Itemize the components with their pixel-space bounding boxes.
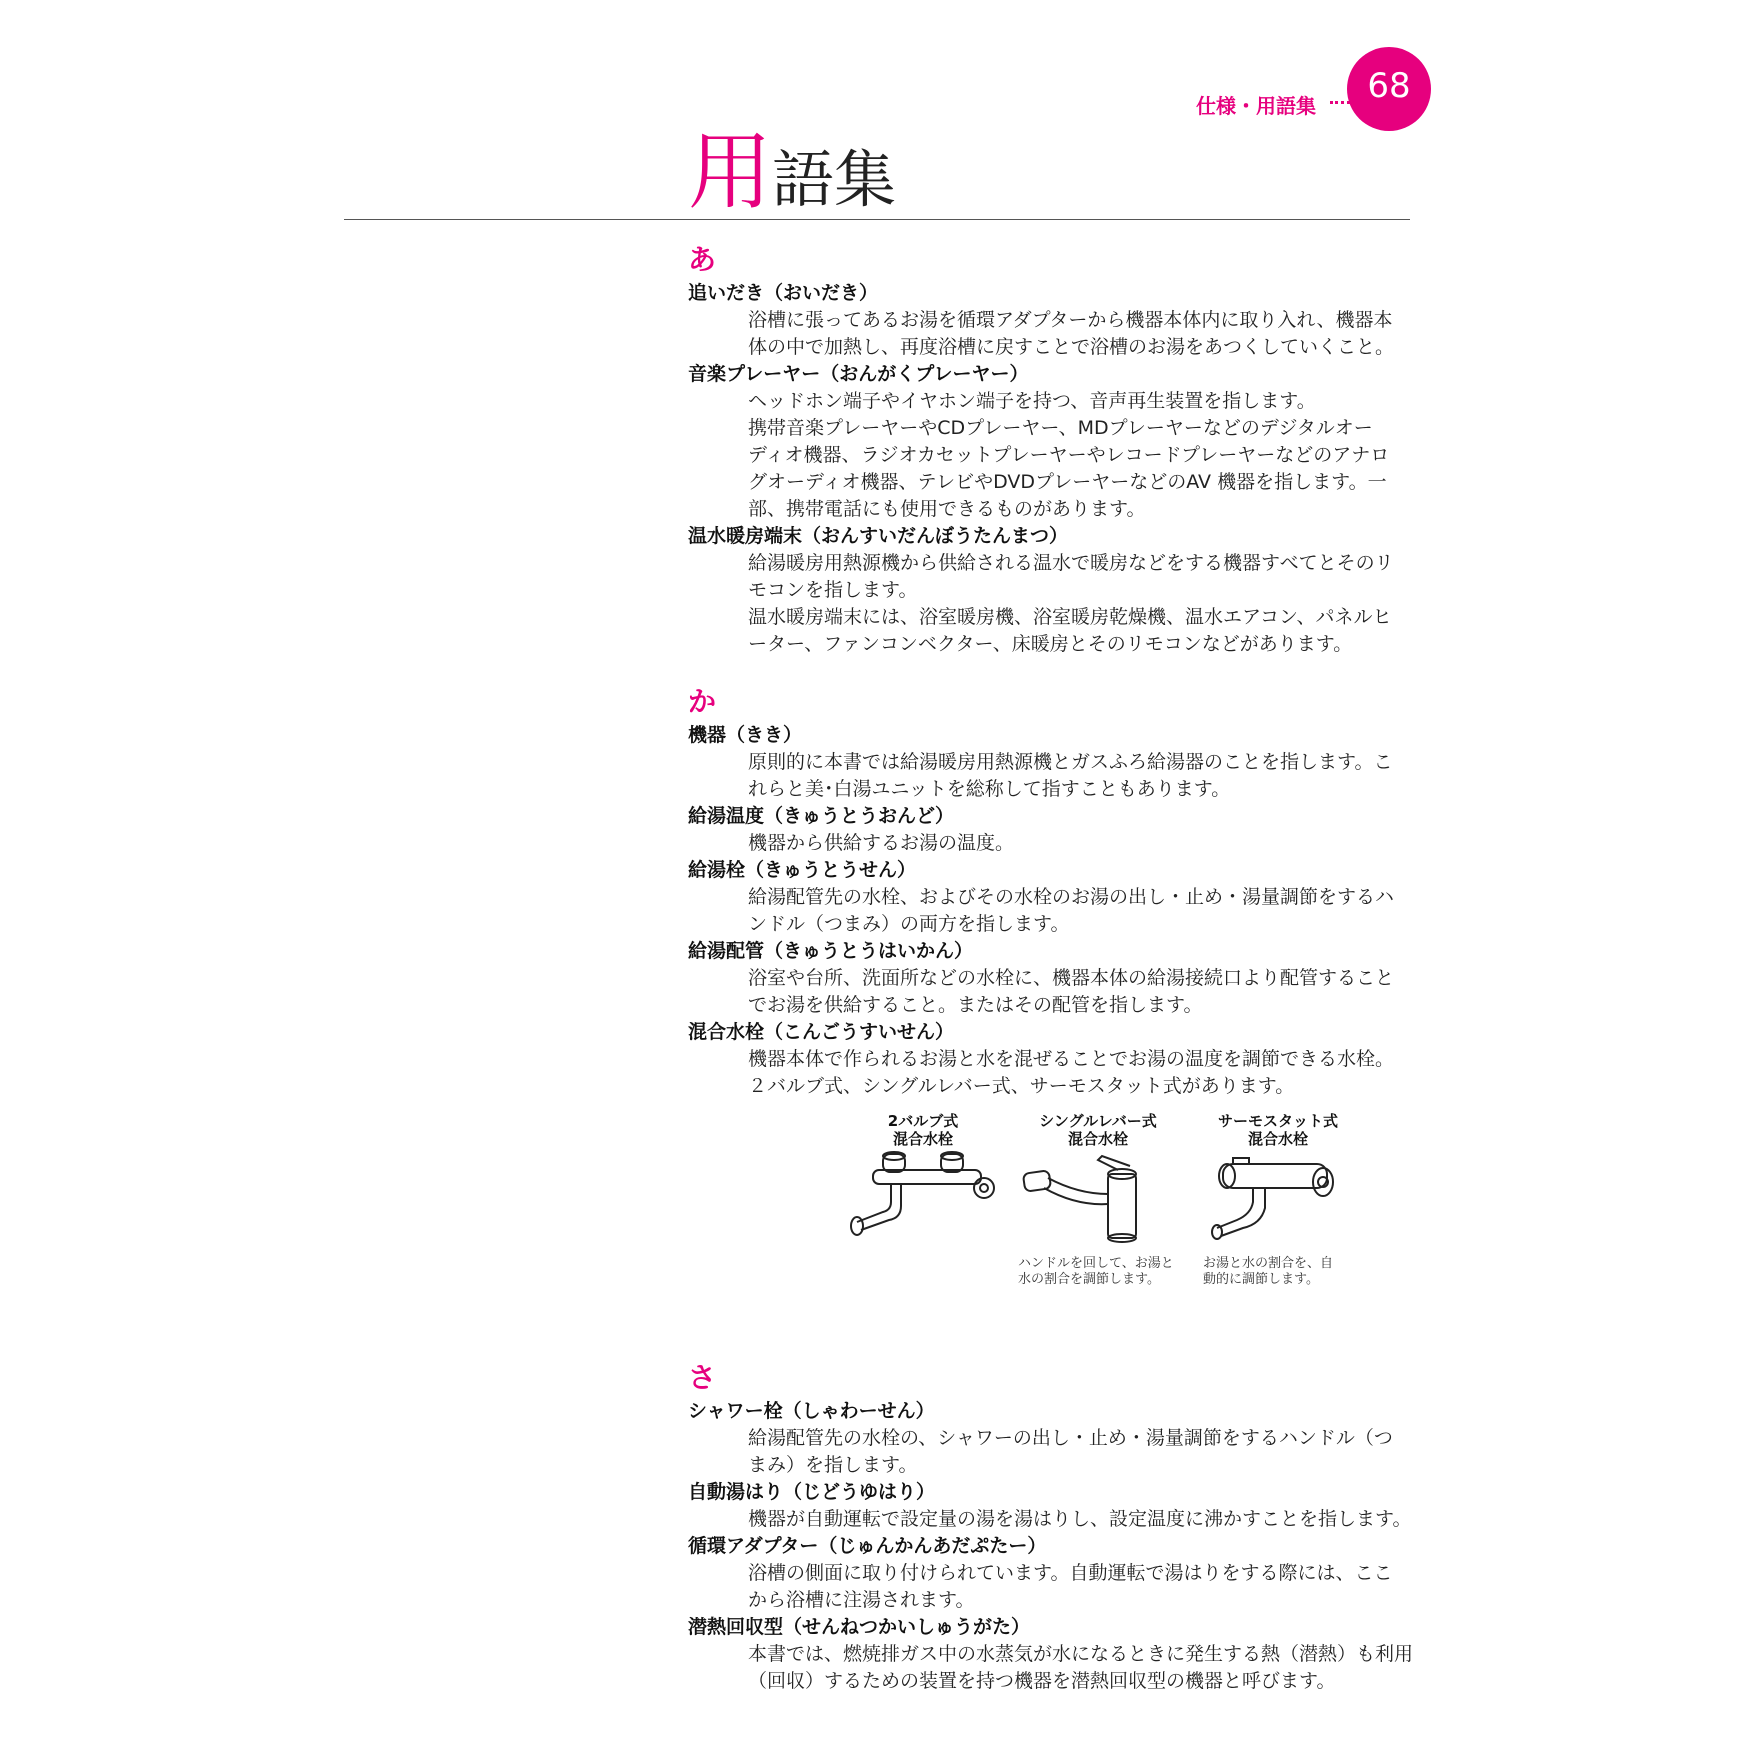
faucet-note <box>1018 1256 1198 1288</box>
desc-line: でお湯を供給すること。またはその配管を指します。 <box>748 994 1203 1016</box>
term-onsui-danbou-tanmatsu: 温水暖房端末（おんすいだんぼうたんまつ） <box>688 525 1069 547</box>
kana-heading-a: あ <box>688 243 717 276</box>
section-gap <box>688 658 1416 682</box>
faucet-note <box>1203 1256 1383 1288</box>
desc-line: 携帯音楽プレーヤーやCDプレーヤー、MDプレーヤーなどのデジタルオー <box>748 417 1373 439</box>
single-lever-faucet-icon <box>1018 1148 1158 1248</box>
note-line: お湯と水の割合を、自 <box>1203 1256 1334 1271</box>
faucet-thermostat <box>1203 1112 1353 1287</box>
term-kyuto-haikan: 給湯配管（きゅうとうはいかん） <box>688 940 974 962</box>
desc-line: ヘッドホン端子やイヤホン端子を持つ、音声再生装置を指します。 <box>748 390 1316 412</box>
faucet-label: 混合水栓 <box>1067 1130 1128 1148</box>
desc-line: 体の中で加熱し、再度浴槽に戻すことで浴槽のお湯をあつくしていくこと。 <box>748 336 1395 358</box>
desc-line: （回収）するための装置を持つ機器を潜熱回収型の機器と呼びます。 <box>748 1670 1336 1692</box>
desc-line: 部、携帯電話にも使用できるものがあります。 <box>748 498 1146 520</box>
term-sennetsu-kaishu: 潜熱回収型（せんねつかいしゅうがた） <box>688 1616 1031 1638</box>
desc-line: ２バルブ式、シングルレバー式、サーモスタット式があります。 <box>748 1075 1295 1097</box>
faucet-label: 混合水栓 <box>892 1130 953 1148</box>
term-junkan-adapter: 循環アダプター（じゅんかんあだぷたー） <box>688 1535 1047 1557</box>
term-kyuto-sen: 給湯栓（きゅうとうせん） <box>688 859 917 881</box>
term-kyuto-ondo: 給湯温度（きゅうとうおんど） <box>688 805 955 827</box>
desc-line: 機器から供給するお湯の温度。 <box>748 832 1015 854</box>
faucet-single-lever <box>1018 1112 1178 1287</box>
faucet-label: 混合水栓 <box>1247 1130 1308 1148</box>
desc-line: れらと美･白湯ユニットを総称して指すこともあります。 <box>748 778 1231 800</box>
section-header: 仕様・用語集 <box>1196 94 1316 118</box>
title-rule <box>344 219 1410 220</box>
desc-line: 機器が自動運転で設定量の湯を湯はりし、設定温度に沸かすことを指します。 <box>748 1508 1412 1530</box>
desc-line: から浴槽に注湯されます。 <box>748 1589 975 1611</box>
desc-line: 浴槽の側面に取り付けられています。自動運転で湯はりをする際には、ここ <box>748 1562 1393 1584</box>
page-title-rest: 語集 <box>772 143 897 216</box>
desc-line: ーター、ファンコンベクター、床暖房とそのリモコンなどがあります。 <box>748 633 1353 655</box>
desc-line: ンドル（つまみ）の両方を指します。 <box>748 913 1070 935</box>
desc-line: モコンを指します。 <box>748 579 918 601</box>
term-shower-sen: シャワー栓（しゃわーせん） <box>688 1400 935 1422</box>
desc-line: 浴室や台所、洗面所などの水栓に、機器本体の給湯接続口より配管すること <box>748 967 1395 989</box>
faucet-label: シングルレバー式 <box>1039 1112 1157 1130</box>
term-kongo-suisen: 混合水栓（こんごうすいせん） <box>688 1021 955 1043</box>
kana-heading-sa: さ <box>688 1361 717 1394</box>
desc-line: 給湯配管先の水栓、およびその水栓のお湯の出し・止め・湯量調節をするハ <box>748 886 1395 908</box>
section-gap <box>688 1322 1416 1358</box>
faucet-label: 2バルブ式 <box>887 1112 959 1130</box>
page-number-badge: 68 <box>1347 47 1431 131</box>
note-line: 動的に調節します。 <box>1203 1272 1319 1287</box>
desc-line: 原則的に本書では給湯暖房用熱源機とガスふろ給湯器のことを指します。こ <box>748 751 1393 773</box>
desc-line: 機器本体で作られるお湯と水を混ぜることでお湯の温度を調節できる水栓。 <box>748 1048 1395 1070</box>
desc-line: 給湯配管先の水栓の、シャワーの出し・止め・湯量調節をするハンドル（つ <box>748 1427 1393 1449</box>
desc-line: 給湯暖房用熱源機から供給される温水で暖房などをする機器すべてとそのリ <box>748 552 1394 574</box>
term-ongaku-player: 音楽プレーヤー（おんがくプレーヤー） <box>688 363 1029 385</box>
note-line: ハンドルを回して、お湯と <box>1018 1256 1174 1271</box>
desc-line: 本書では、燃焼排ガス中の水蒸気が水になるときに発生する熱（潜熱）も利用 <box>748 1643 1414 1665</box>
page-title <box>688 123 897 221</box>
term-oidaki: 追いだき（おいだき） <box>688 282 879 304</box>
note-line: 水の割合を調節します。 <box>1018 1272 1160 1287</box>
term-kiki: 機器（きき） <box>688 724 803 746</box>
kana-heading-ka: か <box>688 685 717 718</box>
thermostat-faucet-icon <box>1203 1148 1343 1248</box>
faucet-label: サーモスタット式 <box>1217 1112 1338 1130</box>
term-jido-yuhari: 自動湯はり（じどうゆはり） <box>688 1481 936 1503</box>
glossary-content <box>688 240 1416 1695</box>
desc-line: グオーディオ機器、テレビやDVDプレーヤーなどのAV 機器を指します。一 <box>748 471 1387 493</box>
desc-line: 温水暖房端末には、浴室暖房機、浴室暖房乾燥機、温水エアコン、パネルヒ <box>748 606 1392 628</box>
desc-line: 浴槽に張ってあるお湯を循環アダプターから機器本体内に取り入れ、機器本 <box>748 309 1393 331</box>
faucet-figure <box>688 1112 1416 1322</box>
desc-line: まみ）を指します。 <box>748 1454 918 1476</box>
two-valve-faucet-icon <box>843 1148 1003 1258</box>
faucet-2valve <box>848 1112 998 1262</box>
page-title-accent: 用 <box>688 123 773 221</box>
desc-line: ディオ機器、ラジオカセットプレーヤーやレコードプレーヤーなどのアナロ <box>748 444 1390 466</box>
